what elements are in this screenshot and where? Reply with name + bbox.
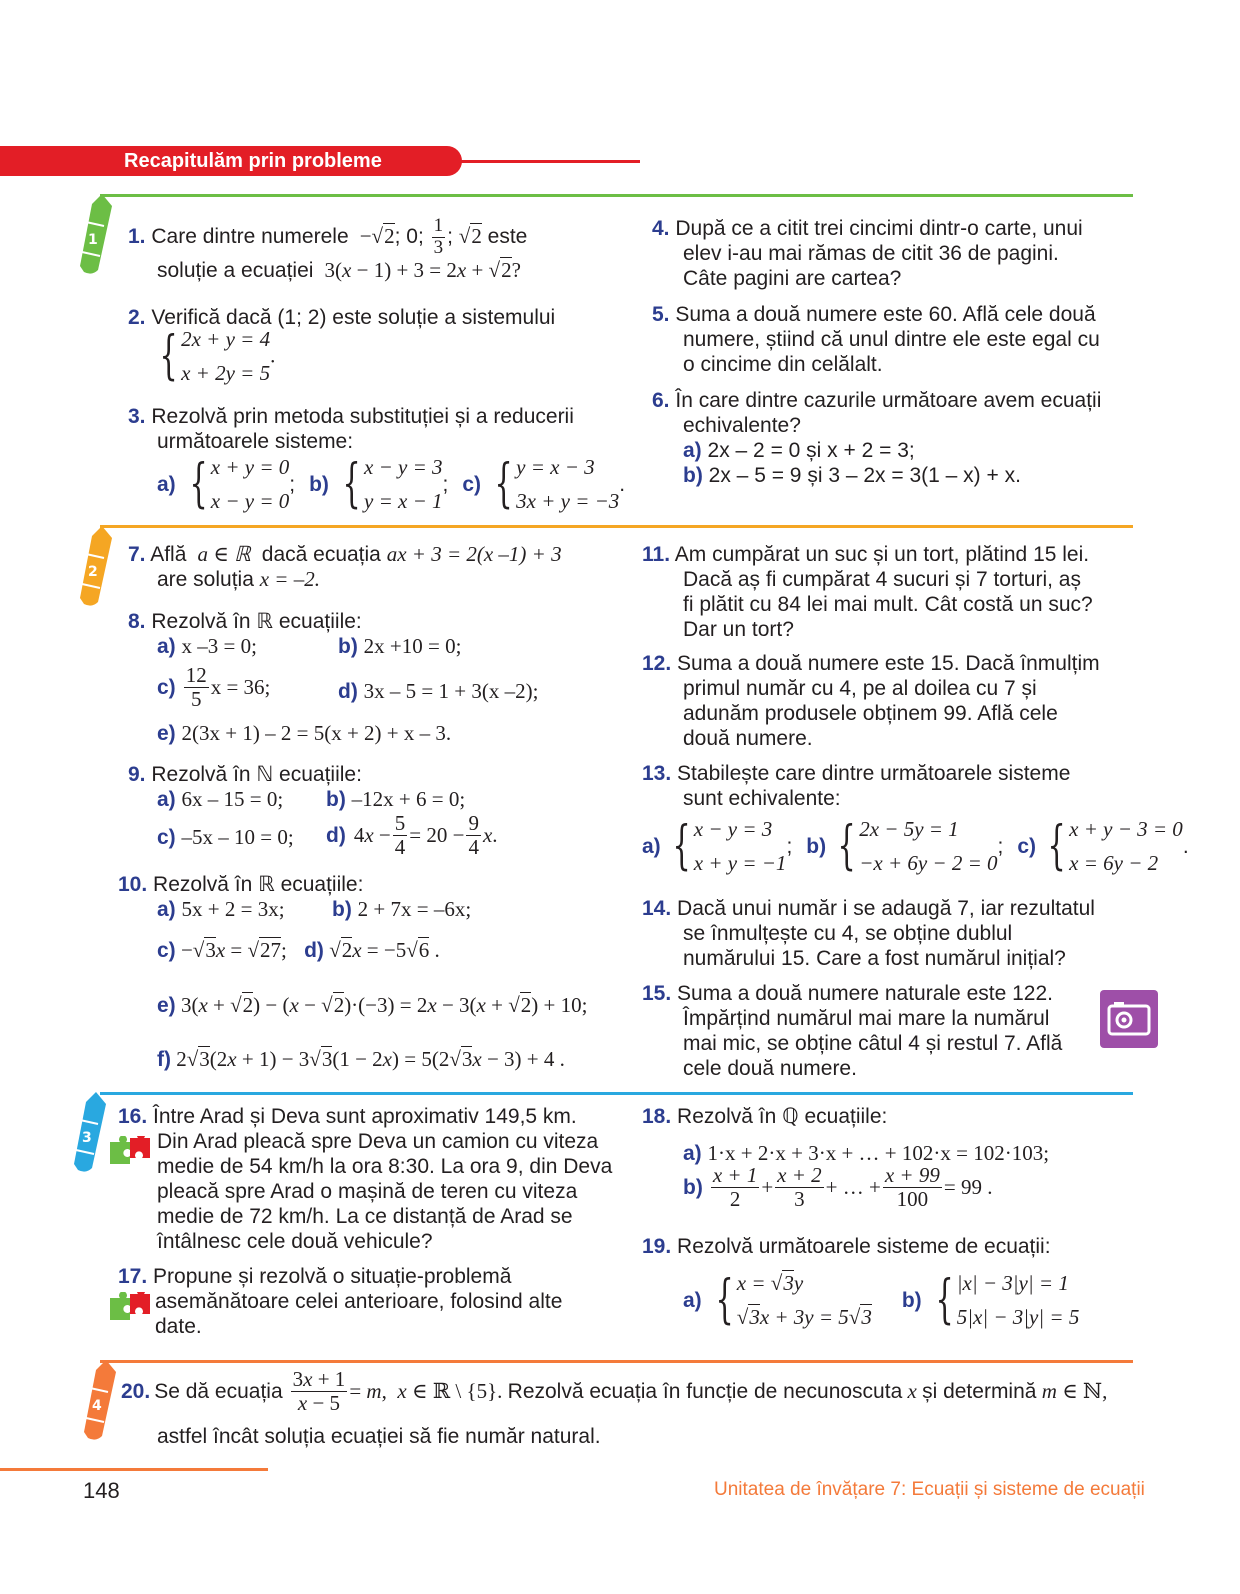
problem-15-line3: mai mic, se obține câtul 4 și restul 7. Află xyxy=(683,1032,1063,1055)
problem-13-line2: sunt echivalente: xyxy=(683,787,841,810)
problem-17-line3: date. xyxy=(155,1315,202,1338)
problem-4-line3: Câte pagini are cartea? xyxy=(683,267,902,290)
problem-2-system: { 2x + y = 4 x + 2y = 5 . xyxy=(159,326,276,386)
problem-5: 5. Suma a două numere este 60. Află cele două xyxy=(652,303,1096,326)
problem-13-systems: a) { x − y = 3 x + y = −1 ; b) { 2x − 5y = 1 −x + 6y − 2 = 0 ; c) { x + y − 3 = 0 x = 6y − 2 . xyxy=(642,816,1189,876)
problem-7: 7. Află a ∈ ℝ dacă ecuația ax + 3 = 2(x –1) + 3 xyxy=(128,542,562,566)
problem-5-line3: o cincime din celălalt. xyxy=(683,353,883,376)
problem-6-line2: echivalente? xyxy=(683,414,801,437)
problem-18: 18. Rezolvă în ℚ ecuațiile: xyxy=(642,1105,888,1128)
problem-19: 19. Rezolvă următoarele sisteme de ecuații: xyxy=(642,1235,1051,1258)
camera-icon[interactable] xyxy=(1100,990,1158,1048)
problem-12-line2: primul număr cu 4, pe al doilea cu 7 și xyxy=(683,677,1037,700)
problem-10: 10. Rezolvă în ℝ ecuațiile: xyxy=(118,873,364,896)
problem-14-line2: se înmulțește cu 4, se obține dublul xyxy=(683,922,1013,945)
problem-15-line2: Împărțind numărul mai mare la numărul xyxy=(683,1007,1050,1030)
problem-1: 1. Care dintre numerele −√2; 0; $\frac{1}{3}$ ; √2 este xyxy=(128,215,528,258)
section-1-number: 1 xyxy=(88,232,98,248)
problem-19-systems: a) { x = √3y √3x + 3y = 5√3 b) { |x| − 3|y| = 1 5|x| − 3|y| = 5 xyxy=(683,1270,1080,1330)
problem-8-d: d) 3x – 5 = 1 + 3(x –2); xyxy=(338,679,539,703)
problem-12-line4: două numere. xyxy=(683,727,813,750)
problem-9-d: d) 4x − $\frac{5}{4}$ = 20 − $\frac{9}{4}$ x. xyxy=(326,811,498,860)
crayon-1-icon xyxy=(74,192,114,276)
problem-10-e: e) 3(x + √2) − (x − √2)·(−3) = 2x − 3(x + √2) + 10; xyxy=(157,993,588,1017)
problem-16: 16. Între Arad și Deva sunt aproximativ 149,5 km. xyxy=(118,1105,577,1128)
problem-3-systems: a) { x + y = 0 x − y = 0 ; b) { x − y = 3 y = x − 1 ; c) { y = x − 3 3x + y = −3 . xyxy=(157,454,626,514)
problem-8-a: a) x –3 = 0; xyxy=(157,634,257,658)
crayon-3-icon xyxy=(68,1090,108,1174)
crayon-4-icon xyxy=(78,1358,118,1442)
problem-10-f: f) 2√3(2x + 1) − 3√3(1 − 2x) = 5(2√3x − 3) + 4 . xyxy=(157,1047,565,1071)
problem-9-b: b) –12x + 6 = 0; xyxy=(326,787,466,811)
problem-8-e: e) 2(3x + 1) – 2 = 5(x + 2) + x – 3. xyxy=(157,721,452,745)
problem-11: 11. Am cumpărat un suc și un tort, plătind 15 lei. xyxy=(642,543,1090,566)
problem-20: 20. Se dă ecuația $\frac{3x + 1}{x - 5}$ = m, x ∈ ℝ \ {5}. Rezolvă ecuația în funcție de necunoscuta x și determină m ∈ ℕ, xyxy=(121,1367,1108,1416)
problem-10-b: b) 2 + 7x = –6x; xyxy=(332,897,472,921)
section-3-number: 3 xyxy=(82,1130,92,1146)
section-1-rule xyxy=(100,194,1133,197)
problem-8-b: b) 2x +10 = 0; xyxy=(338,634,462,658)
problem-13: 13. Stabilește care dintre următoarele sisteme xyxy=(642,762,1071,785)
problem-9: 9. Rezolvă în ℕ ecuațiile: xyxy=(128,763,362,786)
section-4-number: 4 xyxy=(92,1398,102,1414)
problem-14: 14. Dacă unui număr i se adaugă 7, iar rezultatul xyxy=(642,897,1095,920)
problem-17-line2: asemănătoare celei anterioare, folosind alte xyxy=(155,1290,563,1313)
problem-9-a: a) 6x – 15 = 0; xyxy=(157,787,284,811)
problem-6: 6. În care dintre cazurile următoare avem ecuații xyxy=(652,389,1102,412)
section-3-rule xyxy=(100,1092,1133,1095)
problem-2: 2. Verifică dacă (1; 2) este soluție a sistemului xyxy=(128,306,556,329)
problem-16-line2: Din Arad pleacă spre Deva un camion cu viteza xyxy=(157,1130,599,1153)
problem-9-c: c) –5x – 10 = 0; xyxy=(157,825,294,849)
problem-4: 4. După ce a citit trei cincimi dintr-o carte, unui xyxy=(652,217,1083,240)
problem-16-line6: întâlnesc cele două vehicule? xyxy=(157,1230,433,1253)
page-title: Recapitulăm prin probleme xyxy=(124,150,382,172)
problem-1-line2: soluție a ecuației 3(x − 1) + 3 = 2x + √2? xyxy=(157,258,521,282)
problem-20-line2: astfel încât soluția ecuației să fie număr natural. xyxy=(157,1425,601,1448)
problem-6-b: b) 2x – 5 = 9 și 3 – 2x = 3(1 – x) + x. xyxy=(683,464,1021,487)
page-number: 148 xyxy=(83,1478,120,1503)
footer-rule xyxy=(0,1468,268,1471)
problem-3-line2: următoarele sisteme: xyxy=(157,430,354,453)
problem-10-a: a) 5x + 2 = 3x; xyxy=(157,897,285,921)
problem-16-line4: pleacă spre Arad o mașină de teren cu viteza xyxy=(157,1180,578,1203)
puzzle-icon-2 xyxy=(108,1292,152,1322)
problem-8: 8. Rezolvă în ℝ ecuațiile: xyxy=(128,610,362,633)
problem-18-a: a) 1·x + 2·x + 3·x + … + 102·x = 102·103; xyxy=(683,1141,1050,1165)
problem-7-line2: are soluția x = –2. xyxy=(157,567,320,591)
problem-15: 15. Suma a două numere naturale este 122. xyxy=(642,982,1053,1005)
crayon-2-icon xyxy=(74,524,114,608)
problem-14-line3: numărului 15. Care a fost numărul inițial? xyxy=(683,947,1066,970)
unit-title: Unitatea de învățare 7: Ecuații și sisteme de ecuații xyxy=(714,1479,1145,1500)
problem-5-line2: numere, știind că unul dintre ele este egal cu xyxy=(683,328,1100,351)
problem-12: 12. Suma a două numere este 15. Dacă înmulțim xyxy=(642,652,1100,675)
problem-11-line4: Dar un tort? xyxy=(683,618,794,641)
problem-8-c: c) $\frac{12}{5}$ x = 36; xyxy=(157,663,271,712)
problem-18-b: b) $\frac{x + 1}{2}$ + $\frac{x + 2}{3}$ + … + $\frac{x + 99}{100}$ = 99 . xyxy=(683,1163,993,1212)
problem-6-a: a) 2x – 2 = 0 și x + 2 = 3; xyxy=(683,439,915,462)
header-rule xyxy=(455,160,640,163)
problem-16-line3: medie de 54 km/h la ora 8:30. La ora 9, din Deva xyxy=(157,1155,613,1178)
problem-17: 17. Propune și rezolvă o situație-problemă xyxy=(118,1265,512,1288)
problem-15-line4: cele două numere. xyxy=(683,1057,857,1080)
problem-4-line2: elev i-au mai rămas de citit 36 de pagini. xyxy=(683,242,1059,265)
puzzle-icon xyxy=(108,1136,152,1166)
section-2-number: 2 xyxy=(88,564,98,580)
section-4-rule xyxy=(100,1360,1133,1363)
problem-11-line3: fi plătit cu 84 lei mai mult. Cât costă un suc? xyxy=(683,593,1093,616)
problem-11-line2: Dacă aș fi cumpărat 4 sucuri și 7 torturi, aș xyxy=(683,568,1081,591)
section-2-rule xyxy=(100,525,1133,528)
problem-10-c-d: c) −√3x = √27; d) √2x = −5√6 . xyxy=(157,938,440,962)
problem-16-line5: medie de 72 km/h. La ce distanță de Arad se xyxy=(157,1205,573,1228)
problem-3: 3. Rezolvă prin metoda substituției și a reducerii xyxy=(128,405,574,428)
problem-12-line3: adunăm produsele obținem 99. Află cele xyxy=(683,702,1058,725)
